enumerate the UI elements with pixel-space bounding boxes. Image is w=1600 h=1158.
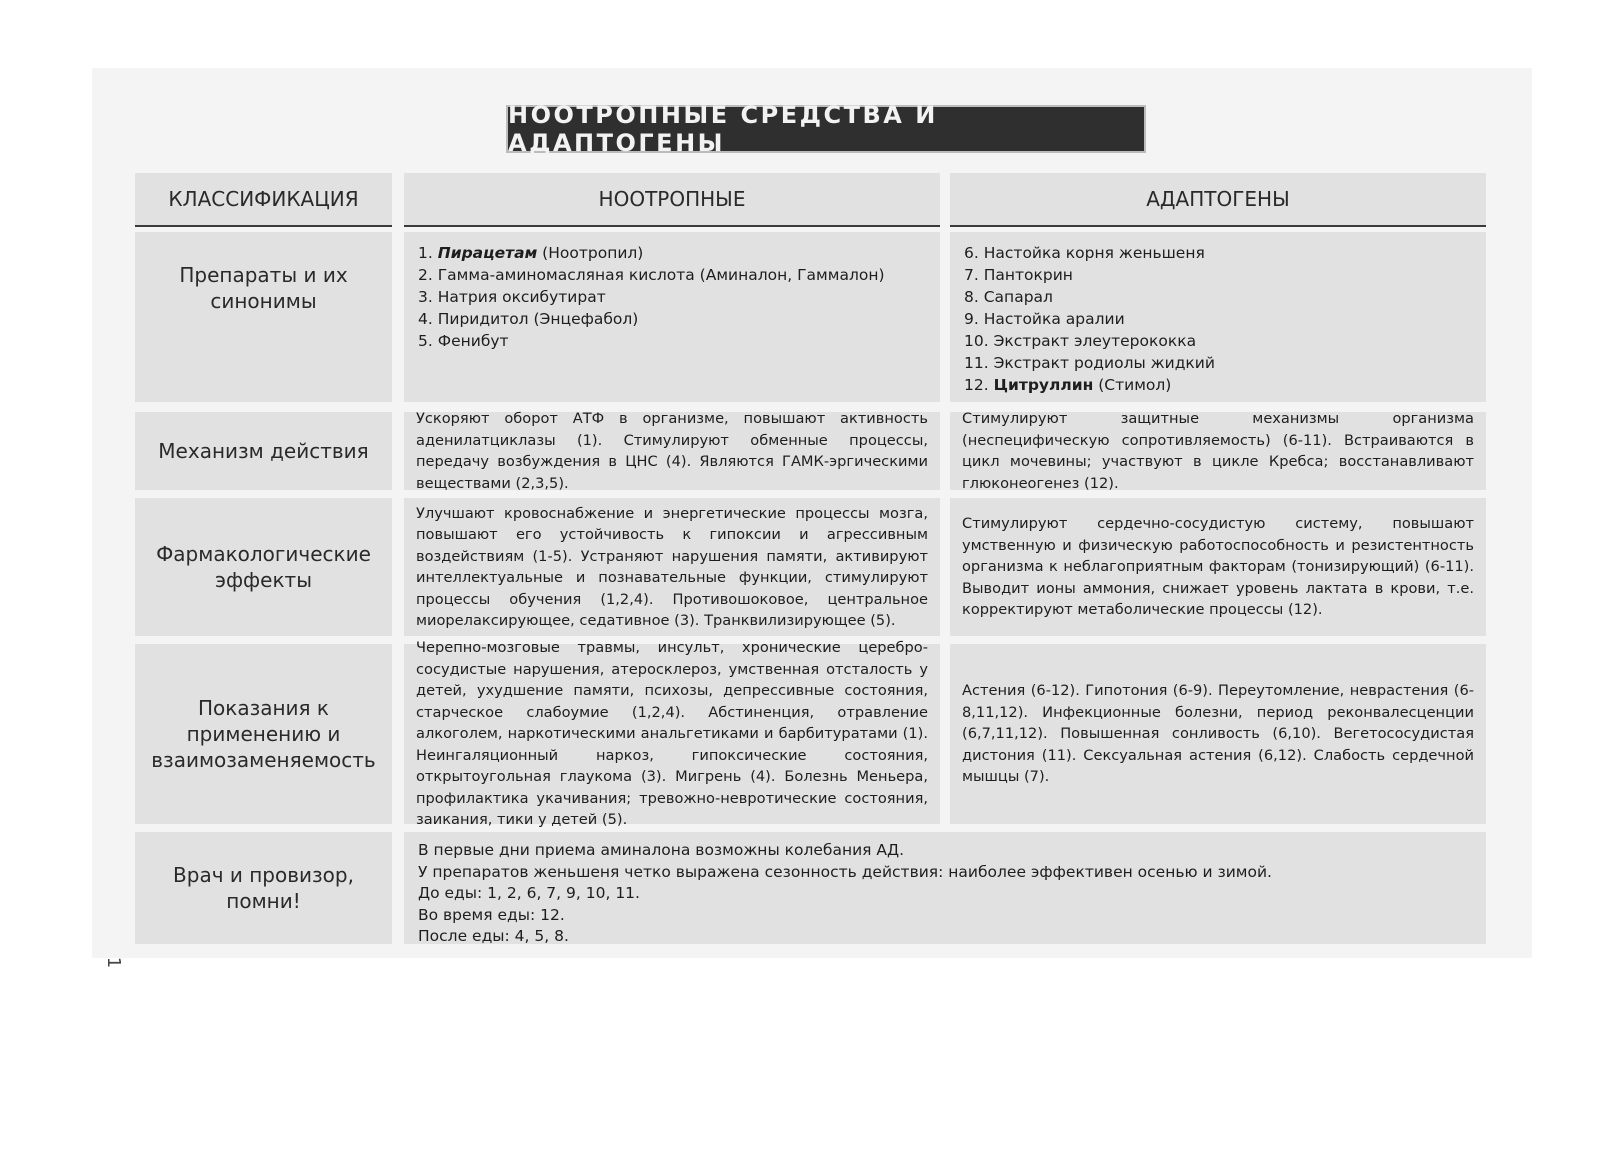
adaptogen-effects-text: Стимулируют сердечно-сосудистую систему, повышают умственную и физическую работоспособность и резистентность организма к неблагоприятным факторам (тонизирующий) (6-11). Выводит ионы аммония, снижает уровень лактата в крови, т.е. корректируют метаболические процессы (12). [950,498,1486,636]
drug-list-item: 7. Пантокрин [964,266,1073,284]
drug-list-item: 4. Пиридитол (Энцефабол) [418,310,639,328]
page-mark: 1 [103,956,125,969]
remember-note: У препаратов женьшеня четко выражена сезонность действия: наиболее эффективен осенью и зимой. [418,862,1272,881]
nootropic-mechanism-text: Ускоряют оборот АТФ в организме, повышают активность аденилатциклазы (1). Стимулируют обменные процессы, передачу возбуждения в ЦНС (4). Являются ГАМК-эргическими веществами (2,3,5). [404,412,940,490]
adaptogen-drug-list [950,232,1486,402]
drug-list-item: 3. Натрия оксибутират [418,288,606,306]
page-title: НООТРОПНЫЕ СРЕДСТВА И АДАПТОГЕНЫ [508,107,1144,151]
nootropic-drug-list [404,232,940,402]
row-label-mechanism: Механизм действия [135,412,392,490]
adaptogen-mechanism-text: Стимулируют защитные механизмы организма (неспецифическую сопротивляемость) (6-11). Встраиваются в цикл мочевины; участвуют в цикле Кребса; восстанавливают глюконеогенез (12). [950,412,1486,490]
header-adaptogen: АДАПТОГЕНЫ [950,173,1486,227]
row-label-effects: Фармакологические эффекты [135,498,392,636]
remember-note: До еды: 1, 2, 6, 7, 9, 10, 11. [418,884,640,902]
drug-list-item: 11. Экстракт родиолы жидкий [964,354,1215,372]
nootropic-indications-text: Черепно-мозговые травмы, инсульт, хронические церебро-сосудистые нарушения, атеросклероз, умственная отсталость у детей, ухудшение памяти, психозы, депрессивные состояния, старческое слабоумие (1,2,4). Абстиненция, отравление алкоголем, наркотическими анальгетиками и барбитуратами (1). Неингаляционный наркоз, гипоксические состояния, открытоугольная глаукома (3). Мигрень (4). Болезнь Меньера, профилактика укачивания; тревожно-невротические состояния, заикания, тики у детей (5). [404,644,940,824]
drug-list-item: 10. Экстракт элеутерококка [964,332,1197,350]
drug-list-item: 8. Сапарал [964,288,1053,306]
drug-list-item: 9. Настойка аралии [964,310,1125,328]
drug-list-item: 12. Цитруллин (Стимол) [964,376,1172,394]
row-label-drugs: Препараты и их синонимы [135,232,392,402]
nootropic-effects-text: Улучшают кровоснабжение и энергетические процессы мозга, повышают его устойчивость к гипоксии и агрессивным воздействиям (1-5). Устраняют нарушения памяти, активируют интеллектуальные и познавательные функции, стимулируют процессы обучения (1,2,4). Противошоковое, центральное миорелаксирующее, седативное (3). Транквилизирующее (5). [404,498,940,636]
drug-list-item: 6. Настойка корня женьшеня [964,244,1205,262]
header-classification: КЛАССИФИКАЦИЯ [135,173,392,227]
drug-list-item: 5. Фенибут [418,332,509,350]
row-label-indications: Показания к применению и взаимозаменяемость [135,644,392,824]
remember-note: Во время еды: 12. [418,905,565,924]
drug-list-item: 1. Пирацетам (Ноотропил) [418,244,644,262]
remember-note: После еды: 4, 5, 8. [418,927,569,945]
row-label-remember: Врач и провизор, помни! [135,832,392,944]
header-nootropic: НООТРОПНЫЕ [404,173,940,227]
drug-list-item: 2. Гамма-аминомасляная кислота (Аминалон, Гаммалон) [418,266,885,284]
adaptogen-indications-text: Астения (6-12). Гипотония (6-9). Переутомление, неврастения (6-8,11,12). Инфекционные болезни, период реконвалесценции (6,7,11,12). Повышенная сонливость (6,10). Вегетососудистая дистония (11). Сексуальная астения (6,12). Слабость сердечной мышцы (7). [950,644,1486,824]
remember-note: В первые дни приема аминалона возможны колебания АД. [418,841,905,859]
remember-notes [404,832,1486,944]
